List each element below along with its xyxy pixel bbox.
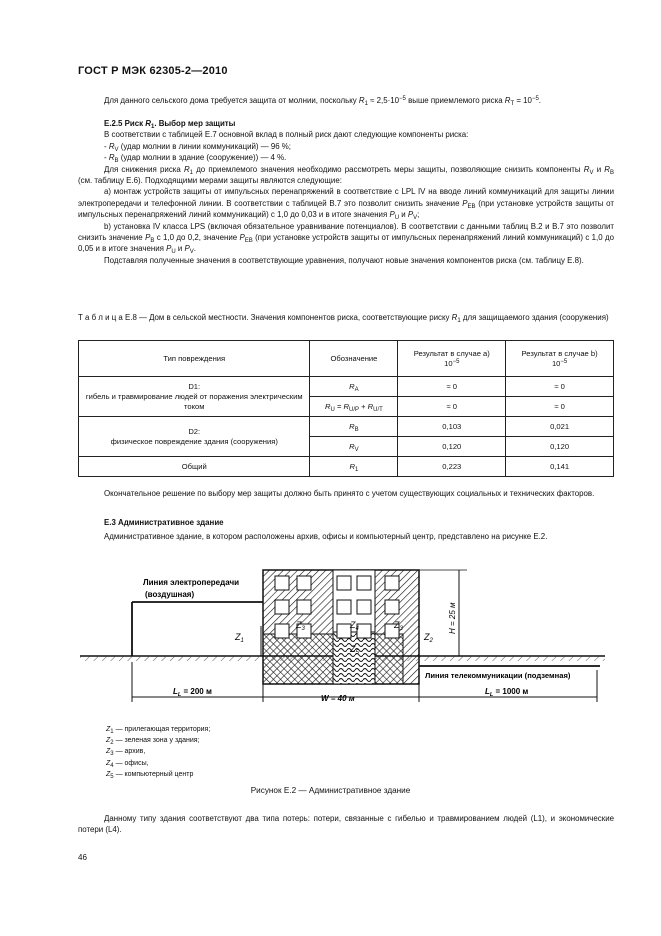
cell-type-total: Общий xyxy=(79,457,310,477)
figure-caption: Рисунок E.2 — Административное здание xyxy=(250,786,411,795)
cell-type-d2: D2: физическое повреждение здания (сооружения) xyxy=(79,417,310,457)
cell-value-b: 0,141 xyxy=(506,457,614,477)
power-line-label-2: (воздушная) xyxy=(145,590,195,599)
measure-b: b) установка IV класса LPS (включая обязательное уравнивание потенциалов). В соответствии с данными таблиц B.2 и B.7 это позволит снизить значение $P_B$ с 1,0 до 0,2, значение $P_{EB}$ (при установке устройств защиты от импульсных перенапряжений линий коммуникаций) с 1,0 до 0,05 и в итоге значения $P_U$ и $P_V$. xyxy=(78,221,614,256)
section-e3-p1: Административное здание, в котором расположены архив, офисы и компьютерный центр, представлено на рисунке E.2. xyxy=(104,532,548,542)
cell-value-b: 0,021 xyxy=(506,417,614,437)
legend-item: $Z_3$ — архив, xyxy=(106,748,146,758)
cell-designation-ra: $R_A$ xyxy=(310,377,398,397)
cell-designation-ru: $R_U = R_{U/P} + R_{U/T}$ xyxy=(310,397,398,417)
zone-label-z1: $Z_1$ xyxy=(235,632,244,644)
cell-designation-rb: $R_B$ xyxy=(310,417,398,437)
table-caption: Т а б л и ц а E.8 — Дом в сельской местности. Значения компонентов риска, соответствующие риску $R_1$ для защищаемого здания (сооружения) xyxy=(78,313,609,324)
cell-value-b: ≈ 0 xyxy=(506,397,614,417)
legend-item: $Z_4$ — офисы, xyxy=(106,759,149,769)
legend-item: $Z_1$ — прилегающая территория; xyxy=(106,726,211,735)
cell-value-a: ≈ 0 xyxy=(398,377,506,397)
cell-value-a: 0,120 xyxy=(398,437,506,457)
section-e25 xyxy=(78,118,614,266)
cell-value-b: ≈ 0 xyxy=(506,377,614,397)
computer-center-zone xyxy=(333,632,375,684)
final-paragraph-block xyxy=(78,488,614,499)
building-figure xyxy=(75,552,615,722)
risk-item-rv: - $R_V$ (удар молнии в линии коммуникаций) — 96 %; xyxy=(104,141,292,153)
cell-designation-rv: $R_V$ xyxy=(310,437,398,457)
zone-label-z5: $Z_5$ xyxy=(350,644,359,656)
zone-label-z4: $Z_4$ xyxy=(350,620,359,632)
header-case-b: Результат в случае b) $10^{-5}$ xyxy=(506,341,614,377)
table-row xyxy=(79,457,614,477)
cell-value-b: 0,120 xyxy=(506,437,614,457)
power-line-label-1: Линия электропередачи xyxy=(143,578,240,587)
ll-left-label: $L_L = 200$ м xyxy=(173,687,212,698)
section-e25-p1: В соответствии с таблицей E.7 основной вклад в полный риск дают следующие компоненты риска: xyxy=(104,130,469,140)
cell-value-a: ≈ 0 xyxy=(398,397,506,417)
table-row xyxy=(79,417,614,437)
final-paragraph: Окончательное решение по выбору мер защиты должно быть принято с учетом существующих социальных и технических факторов. xyxy=(104,489,595,498)
page-number: 46 xyxy=(78,853,87,862)
width-label: W = 40 м xyxy=(321,694,355,703)
closing-paragraph: Данному типу здания соответствуют два типа потерь: потери, связанные с гибелью и травмированием людей (L1), и экономические потери (L4). xyxy=(78,814,614,835)
ll-right-label: $L_L = 1000$ м xyxy=(485,687,529,698)
legend-item: $Z_2$ — зеленая зона у здания; xyxy=(106,737,200,747)
cell-value-a: 0,103 xyxy=(398,417,506,437)
header-case-a: Результат в случае a) $10^{-5}$ xyxy=(398,341,506,377)
zone-label-z3b: $Z_3$ xyxy=(394,620,403,632)
closing-block xyxy=(78,813,614,836)
section-e25-p3: Подставляя полученные значения в соответствующие уравнения, получают новые значения компонентов риска (см. таблицу E.8). xyxy=(104,255,584,265)
figure-legend xyxy=(106,724,210,780)
header-designation: Обозначение xyxy=(310,341,398,377)
table-header-row xyxy=(79,341,614,377)
risk-table xyxy=(78,340,614,477)
telecom-label: Линия телекоммуникации (подземная) xyxy=(425,671,571,680)
zone-label-z3: $Z_3$ xyxy=(296,620,305,632)
document-header: ГОСТ Р МЭК 62305-2—2010 xyxy=(78,65,228,77)
cell-value-a: 0,223 xyxy=(398,457,506,477)
table-row xyxy=(79,377,614,397)
zone-label-z2: $Z_2$ xyxy=(424,632,433,644)
intro-block xyxy=(78,95,614,106)
section-e3-title: E.3 Административное здание xyxy=(104,518,224,527)
legend-item: $Z_5$ — компьютерный центр xyxy=(106,770,194,780)
intro-paragraph: Для данного сельского дома требуется защита от молнии, поскольку $R_1 \approx 2,5\cdot 10^{-5}$ выше приемлемого риска $R_T = 10^{-5}$. xyxy=(104,96,541,107)
measure-a: a) монтаж устройств защиты от импульсных перенапряжений в соответствие с LPL IV на вводе линий коммуникаций для защиты линии электропередачи и телефонной линии. В соответствии с таблицей B.7 это позволит снизить значение $P_{EB}$ (при установке устройств защиты от импульсных перенапряжений линий коммуникаций) с 1,0 до 0,03 и в итоге значения $P_U$ и $P_V$; xyxy=(78,187,614,222)
header-damage-type: Тип повреждения xyxy=(79,341,310,377)
cell-type-d1: D1: гибель и травмирование людей от поражения электрическим током xyxy=(79,377,310,417)
cell-designation-r1: $R_1$ xyxy=(310,457,398,477)
section-e25-title: E.2.5 Риск $R_1$. Выбор мер защиты xyxy=(104,119,236,130)
risk-item-rb: - $R_B$ (удар молнии в здание (сооружение)) — 4 %. xyxy=(104,153,287,165)
section-e3 xyxy=(78,517,614,543)
height-label: H = 25 м xyxy=(448,602,457,634)
section-e25-p2: Для снижения риска $R_1$ до приемлемого значения необходимо рассмотреть меры защиты, позволяющие снизить компоненты $R_V$ и $R_B$ (см. таблицу E.6). Подходящими мерами защиты являются следующие: xyxy=(78,164,615,186)
